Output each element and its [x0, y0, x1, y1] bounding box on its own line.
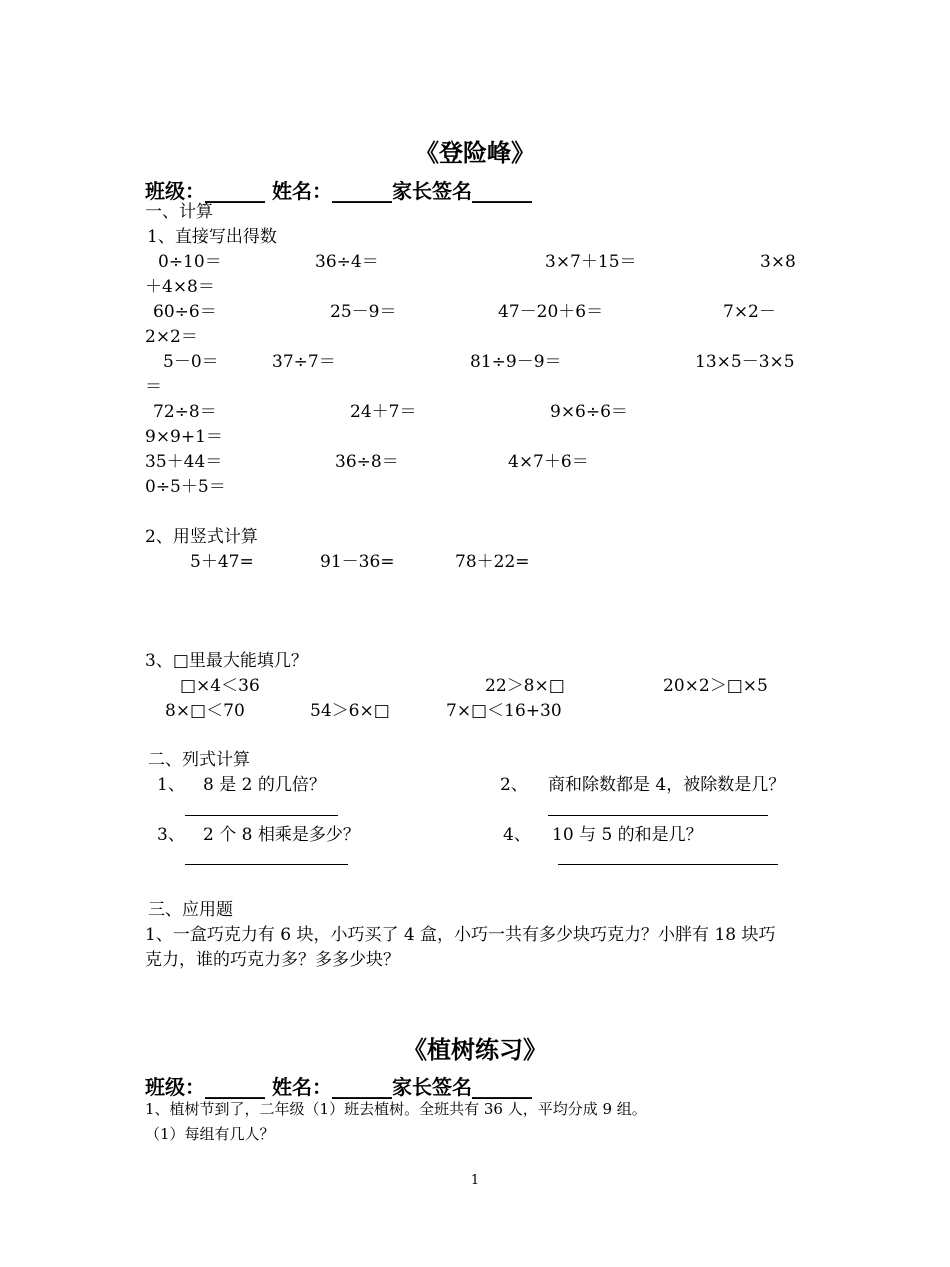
box-problem: □×4＜36: [180, 676, 260, 696]
box-problem: 8×□＜70: [165, 701, 245, 721]
item-text: 商和除数都是 4，被除数是几？: [548, 775, 786, 795]
vertical-calc: 78＋22=: [455, 552, 530, 572]
item-text: 10 与 5 的和是几？: [552, 825, 703, 845]
calc: 3×7＋15＝: [545, 252, 637, 272]
item-text: 8 是 2 的几倍？: [203, 775, 326, 795]
calc: 24＋7＝: [350, 402, 417, 422]
application-text: 克力，谁的巧克力多？多多少块？: [145, 950, 400, 970]
calc: 5－0＝: [163, 352, 219, 372]
calc: 9×9+1＝: [145, 427, 223, 447]
answer-line: [185, 864, 348, 865]
item-text: 2 个 8 相乘是多少？: [203, 825, 360, 845]
calc: 4×7＋6＝: [508, 452, 589, 472]
answer-line: [185, 815, 338, 816]
calc: 0÷10＝: [158, 252, 222, 272]
problem-text: （1）每组有几人？: [145, 1125, 275, 1143]
calc: 81÷9－9＝: [470, 352, 562, 372]
title-2: 《植树练习》: [403, 1036, 547, 1064]
problem-text: 1、植树节到了，二年级（1）班去植树。全班共有 36 人，平均分成 9 组。: [145, 1100, 647, 1118]
calc: 72÷8＝: [153, 402, 217, 422]
calc: 47－20＋6＝: [498, 302, 604, 322]
q3-label: 3、□里最大能填几？: [145, 651, 308, 671]
vertical-calc: 5＋47=: [190, 552, 254, 572]
header-1: 班级：______ 姓名：______家长签名______: [145, 179, 532, 203]
q2-label: 2、用竖式计算: [145, 527, 258, 547]
calc: 36÷4＝: [315, 252, 379, 272]
item-num: 3、: [157, 825, 185, 845]
item-num: 1、: [157, 775, 185, 795]
application-text: 1、一盒巧克力有 6 块，小巧买了 4 盒，小巧一共有多少块巧克力？小胖有 18 块巧: [145, 925, 776, 945]
calc: ＋4×8＝: [145, 277, 215, 297]
calc: 37÷7＝: [272, 352, 336, 372]
calc: 13×5－3×5: [695, 352, 795, 372]
calc: ＝: [145, 377, 162, 397]
answer-line: [558, 864, 778, 865]
item-num: 2、: [500, 775, 528, 795]
answer-line: [548, 815, 768, 816]
vertical-calc: 91－36=: [320, 552, 395, 572]
q1-label: 1、直接写出得数: [147, 227, 277, 247]
calc: 9×6÷6＝: [550, 402, 628, 422]
calc: 35＋44＝: [145, 452, 223, 472]
calc: 3×8: [760, 252, 796, 272]
box-problem: 7×□＜16+30: [446, 701, 562, 721]
calc: 25－9＝: [330, 302, 397, 322]
calc: 7×2－: [723, 302, 776, 322]
section-compute: 一、计算: [145, 202, 213, 222]
section-application: 三、应用题: [148, 900, 233, 920]
section-list-calc: 二、列式计算: [148, 750, 250, 770]
item-num: 4、: [503, 825, 531, 845]
page-number: 1: [470, 1173, 480, 1188]
title-1: 《登险峰》: [415, 139, 535, 167]
calc: 2×2＝: [145, 327, 198, 347]
calc: 0÷5＋5＝: [145, 477, 226, 497]
calc: 60÷6＝: [153, 302, 217, 322]
box-problem: 54＞6×□: [310, 701, 390, 721]
box-problem: 22＞8×□: [485, 676, 565, 696]
box-problem: 20×2＞□×5: [663, 676, 768, 696]
calc: 36÷8＝: [335, 452, 399, 472]
header-2: 班级：______ 姓名：______家长签名______: [145, 1075, 532, 1099]
